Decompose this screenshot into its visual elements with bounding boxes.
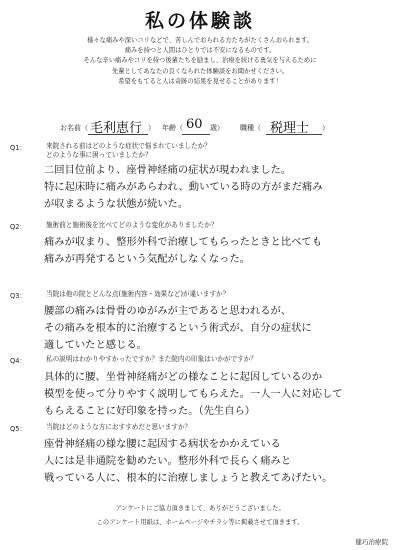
answer-line: 二回目位前より、座骨神経痛の症状が現われました。	[44, 164, 292, 176]
intro-line: 痛みを持つと人間はひとりでは不安になるものです。	[124, 47, 276, 55]
answer-line: 腰部の痛みは骨骨のゆがみが主であると思われるが、	[44, 305, 292, 317]
question-text: 当院はどのような方におすすめだと思いますか？	[46, 423, 192, 431]
answer-5	[44, 436, 394, 487]
name-label: お名前（	[60, 124, 88, 132]
question-number: Q1：	[10, 144, 26, 152]
question-number: Q5：	[10, 425, 26, 433]
intro-line: 希望をもてると人は奇跡の結果を見せることがあります！	[118, 77, 282, 85]
answer-line: 戦っている人に、根本的に治療しましょうと教えてあげたい。	[44, 472, 333, 484]
footer-note: このアンケート用紙は、ホームページやチラシ等に掲載させて頂きます。	[96, 519, 304, 526]
age-underline	[182, 134, 210, 135]
intro-text	[20, 36, 380, 87]
question-number: Q4：	[10, 357, 26, 365]
age-label: 年齢（	[162, 124, 183, 132]
respondent-info	[60, 118, 390, 136]
job-close: ）	[322, 124, 329, 132]
question-number: Q2：	[10, 223, 26, 231]
answer-line: 痛みが再発するという気配がしなくなった。	[44, 253, 250, 265]
clinic-name: 健巧治療院	[355, 538, 388, 546]
answer-line: 適していたと感じる。	[44, 339, 147, 351]
answer-line: その痛みを根本的に治療するという術式が、自分の症状に	[44, 322, 312, 334]
name-close: ）	[148, 124, 155, 132]
question-number: Q3：	[10, 292, 26, 300]
answer-line: 座骨神経痛の様な腰に起因する病状をかかえている	[44, 438, 281, 450]
name-underline	[88, 134, 148, 135]
answer-line: 人には是非通院を勧めたい。整形外科で長らく痛みと	[44, 455, 292, 467]
answer-line: もらえることに好印象を持った。（先生自ら）	[44, 405, 256, 417]
answer-1	[44, 162, 394, 213]
question-text: 来院される前はどのような症状で悩まれていましたか？	[46, 142, 211, 150]
answer-line: 痛みが収まり、整形外科で治療してもらったときと比べても	[44, 236, 323, 248]
intro-line: 先輩としてあなたの良くなられた体験談をお聞かせください。	[111, 67, 289, 75]
question-text: どのような事に困っていましたか？	[46, 151, 152, 159]
question-text: 当院は他の院とどんな点(施術内容・効果など)が違いますか？	[46, 290, 230, 298]
answer-line: 模型を使って分りやすく説明してもらえた。一人一人に対応して	[44, 388, 343, 400]
footer-thanks: アンケートにご協力頂きまして、ありがとうございました。	[115, 505, 285, 512]
intro-line: 様々な痛みや深いコリなどで、苦しんでおられる方たちがたくさんおられます。	[86, 37, 314, 44]
name-value: 毛利恵行	[90, 121, 143, 136]
answer-3	[44, 303, 394, 354]
job-label: 職種（	[240, 124, 261, 132]
answer-line: 具体的に腰、坐骨神経痛がどの様なことに起因しているのか	[44, 371, 323, 383]
question-text: 施術前と施術後を比べてどのような変化がありましたか？	[46, 221, 218, 229]
age-value: 60	[186, 117, 203, 132]
age-unit: 歳）	[210, 124, 224, 132]
page-title: 私の体験談	[144, 10, 255, 32]
answer-4	[44, 369, 394, 420]
answer-line: 特に起床時に痛みがあらわれ、動いている時の方がまだ痛み	[44, 181, 323, 193]
job-underline	[266, 134, 322, 135]
question-text: 私の説明はわかりやすかったですか？また院内の印象はいかがですか？	[46, 355, 257, 363]
answer-2	[44, 234, 394, 268]
job-value: 税理士	[270, 121, 310, 136]
intro-line: そんな辛い痛みやコリを持つ後輩たちを励まし、治療を続ける勇気を与えるために	[83, 57, 317, 65]
answer-line: が収まるような状態が続いた。	[44, 198, 189, 210]
